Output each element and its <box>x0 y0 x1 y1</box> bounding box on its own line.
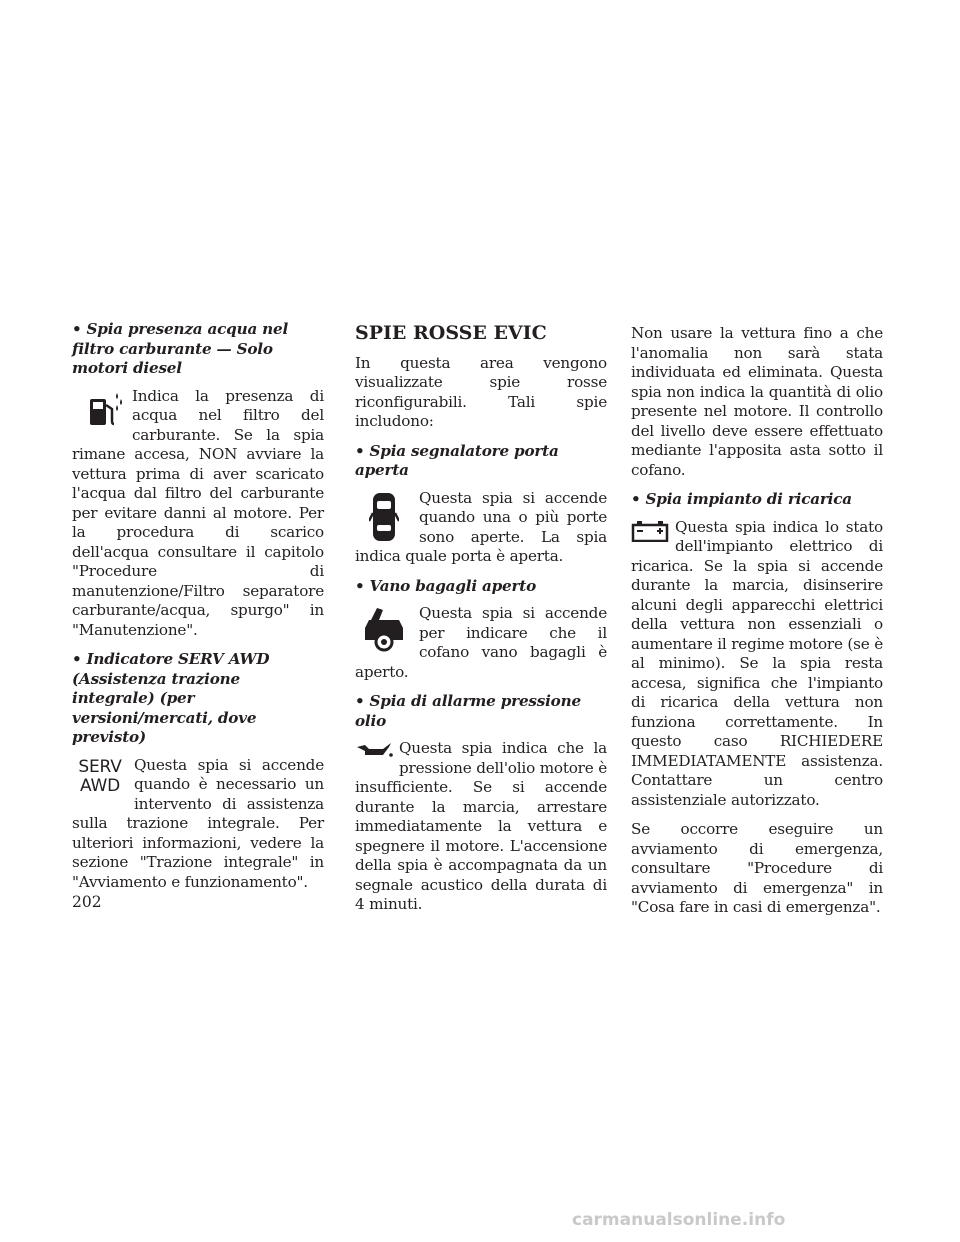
charging-system-description: Questa spia indica lo stato dell'impianto elettrico di ricarica. Se la spia si accende durante la marcia, disinserire alcuni degli apparecchi elettrici della vettura non essenziali o aumentare il regime motore (se è al minimo). Se la spia resta accesa, significa che l'impianto di ricarica della vettura non funziona correttamente. In questo caso RICHIEDERE IMMEDIATAMENTE assistenza. Contattare un centro assistenziale autorizzato. <box>631 517 883 809</box>
trunk-open-description: Questa spia si accende per indicare che il cofano vano bagagli è aperto. <box>355 604 607 681</box>
section-heading: SPIE ROSSE EVIC <box>355 322 547 344</box>
water-in-fuel-icon <box>86 389 126 429</box>
column-left <box>72 320 324 902</box>
column-middle <box>355 324 607 925</box>
section-intro: In questa area vengono visualizzate spie rosse riconfigurabili. Tali spie includono: <box>355 353 607 430</box>
trunk-open-icon <box>361 606 413 652</box>
serv-awd-icon <box>72 758 128 796</box>
awd-label: AWD <box>80 775 120 796</box>
water-in-fuel-description: Indica la presenza di acqua nel filtro del carburante. Se la spia rimane accesa, NON avviare la vettura prima di aver scaricato l'acqua dal filtro del carburante per evitare danni al motore. Per la procedura di scarico dell'acqua consultare il capitolo "Procedure di manutenzione/Filtro separatore carburante/acqua, spurgo" in "Manutenzione". <box>72 386 324 639</box>
bullet-title-door-ajar: • Spia segnalatore porta aperta <box>355 442 607 481</box>
watermark-logo <box>572 1208 882 1230</box>
serv-awd-description: Questa spia si accende quando è necessario un intervento di assistenza sulla trazione integrale. Per ulteriori informazioni, vedere la sezione "Trazione integrale" in "Avviamento e funzionamento". <box>72 755 324 891</box>
emergency-start-paragraph: Se occorre eseguire un avviamento di emergenza, consultare "Procedure di avviamento di emergenza" in "Cosa fare in casi di emergenza". <box>631 820 883 916</box>
watermark-text: carmanualsonline.info <box>572 1210 786 1230</box>
bullet-title-charging-system: • Spia impianto di ricarica <box>631 490 883 510</box>
bullet-title-oil-pressure: • Spia di allarme pressione olio <box>355 692 607 731</box>
door-ajar-description: Questa spia si accende quando una o più porte sono aperte. La spia indica quale porta è aperta. <box>355 488 607 565</box>
battery-icon <box>631 520 671 542</box>
oil-continued-paragraph: Non usare la vettura fino a che l'anomalia non sarà stata individuata ed eliminata. Questa spia non indica la quantità di olio presente nel motore. Il controllo del livello deve essere effettuato mediante l'apposita asta sotto il cofano. <box>631 324 883 479</box>
oil-pressure-description: Questa spia indica che la pressione dell'olio motore è insufficiente. Se si accende durante la marcia, arrestare immediatamente la vettura e spegnere il motore. L'accensione della spia è accompagnata da un segnale acustico della durata di 4 minuti. <box>355 739 607 913</box>
page-number: 202 <box>72 893 102 911</box>
column-right <box>631 324 883 928</box>
bullet-title-trunk-open: • Vano bagagli aperto <box>355 577 607 597</box>
bullet-title-serv-awd: • Indicatore SERV AWD (Assistenza trazione integrale) (per versioni/mercati, dove previsto) <box>72 650 324 748</box>
serv-label: SERV <box>78 756 122 777</box>
bullet-title-water-in-fuel: • Spia presenza acqua nel filtro carburante — Solo motori diesel <box>72 320 324 379</box>
door-ajar-icon <box>369 491 413 543</box>
oil-can-icon <box>355 741 395 759</box>
